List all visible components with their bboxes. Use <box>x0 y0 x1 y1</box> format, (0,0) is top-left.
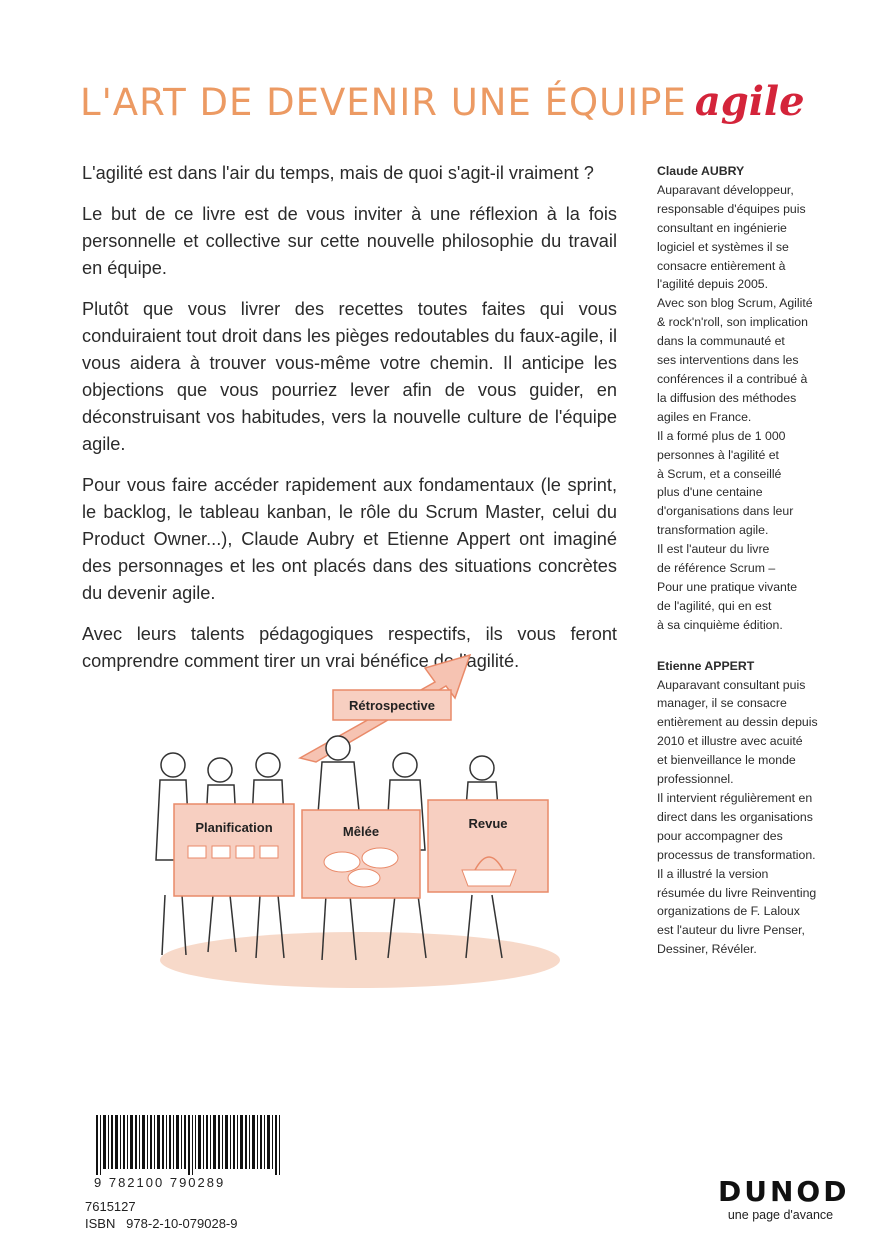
author-bio-line: la diffusion des méthodes <box>657 390 797 405</box>
product-code: 7615127 <box>85 1199 136 1214</box>
author-bio-line: de l'agilité, qui en est <box>657 598 772 613</box>
author-bio-line: Pour une pratique vivante <box>657 579 798 594</box>
author-bio-line: logiciel et systèmes il se <box>657 239 789 254</box>
author-bio-line: et bienveillance le monde <box>657 753 796 768</box>
author-bio-line: Auparavant développeur, <box>657 182 794 197</box>
author-bio-line: de référence Scrum – <box>657 561 776 576</box>
author-bio-line: manager, il se consacre <box>657 696 787 711</box>
author-bio-line: ses interventions dans les <box>657 353 799 368</box>
review-panel <box>428 800 548 892</box>
blurb-paragraph: Le but de ce livre est de vous inviter à une réflexion à la fois personnelle et collective sur cette nouvelle philosophie du travail en équipe. <box>82 204 617 278</box>
retro-label: Rétrospective <box>349 698 435 713</box>
blurb-paragraph: Avec leurs talents pédagogiques respectifs, ils vous feront comprendre comment tirer un vrai bénéfice de l'agilité. <box>82 624 617 671</box>
author-bio-line: transformation agile. <box>657 523 769 538</box>
author-bio-line: consacre entièrement à <box>657 258 786 273</box>
author-bio-line: Il est l'auteur du livre <box>657 542 770 557</box>
author-bio-line: dans la communauté et <box>657 334 785 349</box>
barcode <box>96 1115 286 1175</box>
author-bio-line: consultant en ingénierie <box>657 220 787 235</box>
melee-panel <box>302 810 420 898</box>
floor-shadow <box>160 932 560 988</box>
author-bio-line: résumée du livre Reinventing <box>657 885 817 900</box>
author-bio-line: à sa cinquième édition. <box>657 617 783 632</box>
team-illustration <box>150 640 570 990</box>
author-bio-line: professionnel. <box>657 772 734 787</box>
author-bio <box>657 676 827 960</box>
blurb-paragraph: Pour vous faire accéder rapidement aux fondamentaux (le sprint, le backlog, le tableau kanban, le rôle du Scrum Master, celui du Product Owner...), Claude Aubry et Etienne Appert ont imaginé des personnages et les ont placés dans des situations concrètes du devenir agile. <box>82 475 617 603</box>
author-bio-line: 2010 et illustre avec acuité <box>657 734 803 749</box>
publisher-name: DUNOD <box>718 1175 850 1208</box>
product-codes <box>85 1198 237 1232</box>
author-bio-line: est l'auteur du livre Penser, <box>657 923 805 938</box>
planning-label: Planification <box>195 820 273 835</box>
title-accent: agile <box>694 78 805 125</box>
author-bio-line: Auparavant consultant puis <box>657 677 806 692</box>
author-bio-line: à Scrum, et a conseillé <box>657 466 782 481</box>
author-bio <box>657 181 827 635</box>
author-bio-line: d'organisations dans leur <box>657 504 794 519</box>
publisher-tagline: une page d'avance <box>727 1208 834 1222</box>
author-bio-line: pour accompagner des <box>657 828 783 843</box>
author-bio-line: agiles en France. <box>657 409 752 424</box>
author-bio-line: Il intervient régulièrement en <box>657 791 813 805</box>
author-bio-line: responsable d'équipes puis <box>657 201 806 216</box>
blurb-paragraph: L'agilité est dans l'air du temps, mais de quoi s'agit-il vraiment ? <box>82 163 594 183</box>
author-bio-line: conférences il a contribué à <box>657 371 808 386</box>
planning-panel <box>174 804 294 896</box>
author-bio-line: Dessiner, Révéler. <box>657 942 757 957</box>
author-bio-line: personnes à l'agilité et <box>657 447 779 462</box>
author-bio-line: processus de transformation. <box>657 847 816 862</box>
author-bio-line: Il a formé plus de 1 000 <box>657 428 786 443</box>
author-bio-line: Il a illustré la version <box>657 866 769 881</box>
isbn-line: ISBN 978-2-10-079028-9 <box>85 1216 238 1231</box>
barcode-digits: 9 782100 790289 <box>94 1175 226 1190</box>
author-bio-line: organizations de F. Laloux <box>657 904 800 919</box>
review-label: Revue <box>468 816 508 831</box>
author-bio-line: Avec son blog Scrum, Agilité <box>657 296 813 311</box>
melee-label: Mêlée <box>342 824 380 839</box>
author-name: Etienne APPERT <box>657 658 755 673</box>
title-main: L'ART DE DEVENIR UNE ÉQUIPE <box>80 81 687 124</box>
cover-title <box>80 78 805 125</box>
author-bio-line: entièrement au dessin depuis <box>657 715 818 730</box>
blurb-paragraph: Plutôt que vous livrer des recettes toutes faites qui vous conduiraient tout droit dans les pièges redoutables du faux-agile, il vous aidera à trouver vous-même votre chemin. Il anticipe les objections que vous pourriez lever afin de vous guider, en déconstruisant vos habitudes, vers la nouvelle culture de l'équipe agile. <box>82 299 617 454</box>
author-bio-line: plus d'une centaine <box>657 485 763 500</box>
author-name: Claude AUBRY <box>657 164 745 178</box>
author-bio-line: l'agilité depuis 2005. <box>657 277 769 292</box>
author-bios <box>657 162 827 959</box>
author-bio-line: direct dans les organisations <box>657 809 813 824</box>
author-bio-line: & rock'n'roll, son implication <box>657 315 808 330</box>
publisher-logo <box>718 1175 850 1222</box>
blurb <box>82 160 617 689</box>
